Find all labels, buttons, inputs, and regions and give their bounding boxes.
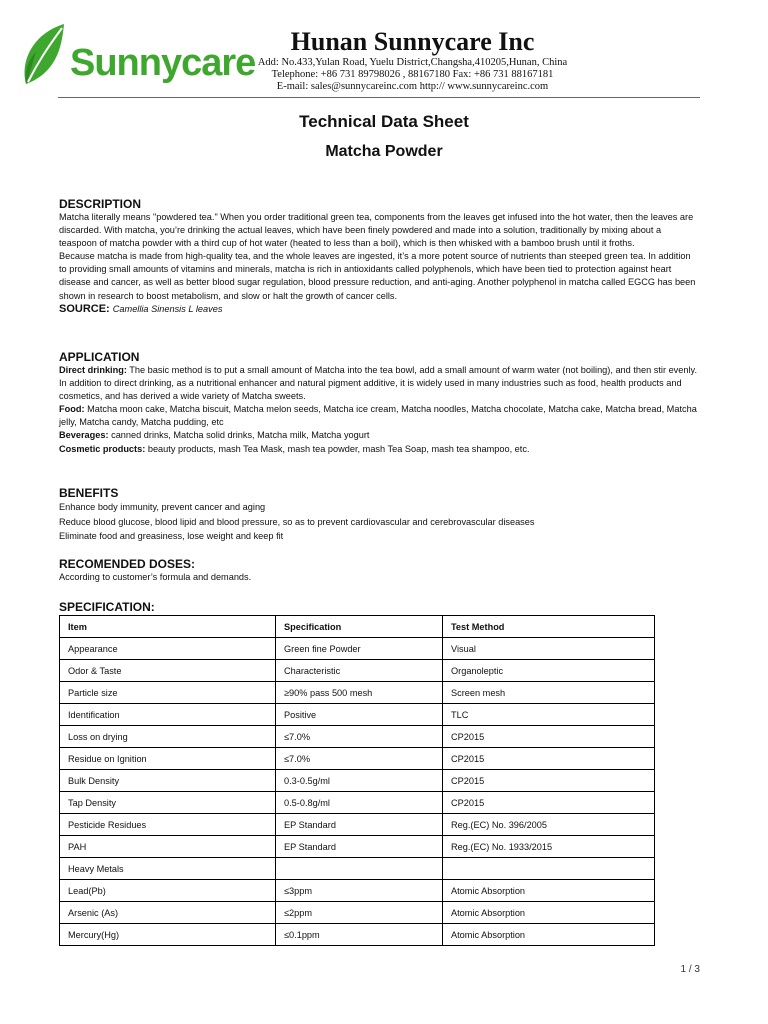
spec-cell-specification: ≤3ppm <box>276 880 443 902</box>
source-label: SOURCE: <box>59 302 110 315</box>
table-row <box>60 704 655 726</box>
table-row <box>60 682 655 704</box>
spec-cell-item: Particle size <box>60 682 276 704</box>
spec-cell-specification: 0.3-0.5g/ml <box>276 770 443 792</box>
table-row <box>60 726 655 748</box>
app-cos-label: Cosmetic products: <box>59 443 146 454</box>
benefit-item: Eliminate food and greasiness, lose weight and keep fit <box>59 531 284 541</box>
description-para2: Because matcha is made from high-quality tea, and the whole leaves are ingested, it’s a more potent source of nutrients than steeped green tea. In addition to providing small amounts of vitamins and minerals, matcha is rich in antioxidants called polyphenols, which have been tied to protection against heart disease and cancer, as well as better blood sugar regulation, blood pressure reduction, and anti-aging. Another polyphenol in matcha called EGCG has been shown in research to boost metabolism, and slow or halt the growth of cancer cells. <box>59 251 696 301</box>
spec-cell-specification: 0.5-0.8g/ml <box>276 792 443 814</box>
spec-cell-specification: ≥90% pass 500 mesh <box>276 682 443 704</box>
spec-cell-specification: ≤0.1ppm <box>276 924 443 946</box>
spec-cell-item: Bulk Density <box>60 770 276 792</box>
spec-cell-item: Pesticide Residues <box>60 814 276 836</box>
spec-cell-item: Mercury(Hg) <box>60 924 276 946</box>
leaf-icon <box>18 22 78 92</box>
logo-text: Sunnycare <box>70 42 256 84</box>
spec-cell-test-method: Screen mesh <box>443 682 655 704</box>
spec-cell-test-method <box>443 858 655 880</box>
app-cos-text: beauty products, mash Tea Mask, mash tea powder, mash Tea Soap, mash tea shampoo, etc. <box>145 443 530 454</box>
spec-cell-test-method: TLC <box>443 704 655 726</box>
table-row <box>60 858 655 880</box>
spec-cell-specification: Characteristic <box>276 660 443 682</box>
table-row <box>60 814 655 836</box>
spec-cell-test-method: Atomic Absorption <box>443 924 655 946</box>
app-food <box>59 403 699 429</box>
description-para1: Matcha literally means "powdered tea." When you order traditional green tea, components from the leaves get infused into the hot water, then the leaves are discarded. With matcha, you’re drinking the actual leaves, which have been finely powdered and made into a solution, traditionally by mixing about a teaspoon of matcha powder with a third cup of hot water (heated to less than a boil), which is then whisked with a bamboo brush until it froths. <box>59 212 694 249</box>
spec-col-test-method: Test Method <box>443 616 655 638</box>
spec-cell-specification: ≤2ppm <box>276 902 443 924</box>
company-logo <box>18 22 256 92</box>
app-intro: In addition to direct drinking, as a nutritional enhancer and natural pigment additive, it is widely used in many industries such as food, health products and cosmetics, and has derived a wide variety of Matcha sweets. <box>59 378 682 402</box>
spec-header-row <box>60 616 655 638</box>
spec-cell-specification <box>276 858 443 880</box>
benefit-item: Reduce blood glucose, blood lipid and blood pressure, so as to prevent cardiovascular and cerebrovascular diseases <box>59 516 535 527</box>
company-phone: Telephone: +86 731 89798026 , 88167180 Fax: +86 731 88167181 <box>271 69 554 80</box>
spec-cell-item: Lead(Pb) <box>60 880 276 902</box>
doses-heading: RECOMENDED DOSES: <box>59 557 196 571</box>
doc-subtitle: Matcha Powder <box>325 143 443 160</box>
app-food-text: Matcha moon cake, Matcha biscuit, Matcha melon seeds, Matcha ice cream, Matcha noodles, Matcha chocolate, Matcha cake, Matcha bread, Matcha jelly, Matcha candy, Matcha pudding, etc <box>59 404 697 428</box>
source-value: Camellia Sinensis L leaves <box>112 303 223 314</box>
spec-cell-specification: Positive <box>276 704 443 726</box>
table-row <box>60 660 655 682</box>
company-email: E-mail: sales@sunnycareinc.com http:// www.sunnycareinc.com <box>276 81 549 92</box>
spec-cell-item: Appearance <box>60 638 276 660</box>
spec-cell-item: Residue on Ignition <box>60 748 276 770</box>
app-beverages <box>59 429 699 442</box>
spec-cell-specification: ≤7.0% <box>276 748 443 770</box>
spec-cell-test-method: CP2015 <box>443 792 655 814</box>
app-direct-label: Direct drinking: <box>59 365 127 375</box>
spec-cell-test-method: CP2015 <box>443 726 655 748</box>
spec-cell-specification: EP Standard <box>276 836 443 858</box>
spec-cell-test-method: Organoleptic <box>443 660 655 682</box>
spec-heading: SPECIFICATION: <box>59 600 155 614</box>
spec-cell-test-method: Visual <box>443 638 655 660</box>
app-bev-text: canned drinks, Matcha solid drinks, Matcha milk, Matcha yogurt <box>108 430 370 441</box>
company-name: Hunan Sunnycare Inc <box>290 27 535 56</box>
spec-cell-specification: EP Standard <box>276 814 443 836</box>
spec-col-specification: Specification <box>276 616 443 638</box>
app-bev-label: Beverages: <box>59 430 109 441</box>
description-section <box>59 197 699 316</box>
spec-cell-item: Tap Density <box>60 792 276 814</box>
benefits-heading: BENEFITS <box>59 486 119 500</box>
table-row <box>60 792 655 814</box>
spec-cell-item: Odor & Taste <box>60 660 276 682</box>
company-address: Add: No.433,Yulan Road, Yuelu District,Changsha,410205,Hunan, China <box>257 57 568 68</box>
spec-cell-specification: Green fine Powder <box>276 638 443 660</box>
spec-section <box>59 600 699 614</box>
spec-cell-test-method: CP2015 <box>443 770 655 792</box>
spec-col-item: Item <box>60 616 276 638</box>
table-row <box>60 836 655 858</box>
source-line <box>59 303 699 316</box>
table-row <box>60 748 655 770</box>
doses-text: According to customer’s formula and demands. <box>59 572 252 582</box>
company-info <box>250 27 575 93</box>
header-divider <box>58 97 700 98</box>
doses-section <box>59 557 699 584</box>
table-row <box>60 902 655 924</box>
application-heading: APPLICATION <box>59 350 140 364</box>
doc-title: Technical Data Sheet <box>299 112 469 131</box>
spec-cell-item: Heavy Metals <box>60 858 276 880</box>
spec-cell-test-method: Atomic Absorption <box>443 880 655 902</box>
benefits-section <box>59 486 699 544</box>
table-row <box>60 880 655 902</box>
spec-cell-item: PAH <box>60 836 276 858</box>
benefit-item: Enhance body immunity, prevent cancer and aging <box>59 502 266 512</box>
spec-cell-item: Loss on drying <box>60 726 276 748</box>
spec-table <box>59 615 655 946</box>
spec-cell-test-method: CP2015 <box>443 748 655 770</box>
table-row <box>60 638 655 660</box>
app-direct <box>59 364 699 377</box>
page-indicator: 1 / 3 <box>680 964 700 975</box>
app-direct-text: The basic method is to put a small amount of Matcha into the tea bowl, add a small amount of warm water (not boiling), and then stir evenly. <box>126 365 697 375</box>
spec-cell-specification: ≤7.0% <box>276 726 443 748</box>
spec-cell-item: Identification <box>60 704 276 726</box>
app-food-label: Food: <box>59 404 85 415</box>
table-row <box>60 924 655 946</box>
spec-cell-item: Arsenic (As) <box>60 902 276 924</box>
application-section <box>59 350 699 456</box>
app-cosmetic <box>59 443 699 456</box>
spec-cell-test-method: Reg.(EC) No. 1933/2015 <box>443 836 655 858</box>
description-heading: DESCRIPTION <box>59 197 142 211</box>
spec-cell-test-method: Atomic Absorption <box>443 902 655 924</box>
spec-cell-test-method: Reg.(EC) No. 396/2005 <box>443 814 655 836</box>
table-row <box>60 770 655 792</box>
